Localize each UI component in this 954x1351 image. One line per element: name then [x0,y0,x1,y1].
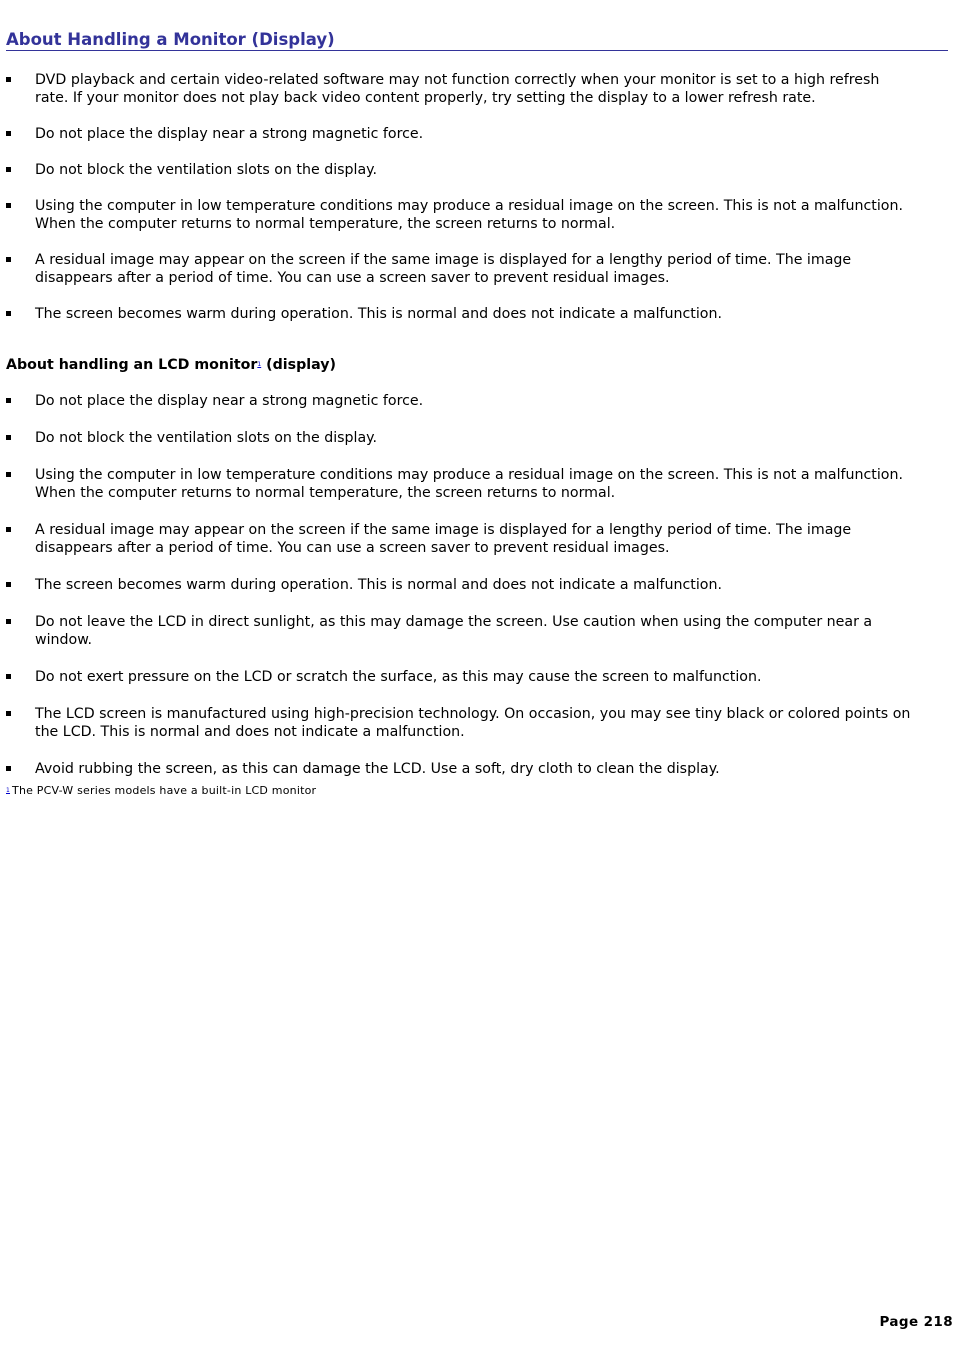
list-item-text: Do not block the ventilation slots on the display. [35,162,378,178]
list-item-text: A residual image may appear on the screen if the same image is displayed for a lengthy period of time. The image disappears after a period of time. You can use a screen saver to prevent residual images. [35,522,852,556]
list-item-text: Do not place the display near a strong magnetic force. [35,126,424,142]
square-bullet-icon [6,203,11,208]
square-bullet-icon [6,131,11,136]
square-bullet-icon [6,766,11,771]
square-bullet-icon [6,711,11,716]
page-title: About Handling a Monitor (Display) [6,0,948,51]
list-item-text: Do not leave the LCD in direct sunlight, as this may damage the screen. Use caution when using the computer near a window. [35,614,873,648]
square-bullet-icon [6,167,11,172]
square-bullet-icon [6,619,11,624]
square-bullet-icon [6,398,11,403]
square-bullet-icon [6,257,11,262]
square-bullet-icon [6,472,11,477]
list-item [6,392,916,410]
footnote-back-link[interactable]: 1 [6,787,11,794]
list-item [6,71,916,107]
square-bullet-icon [6,527,11,532]
lcd-handling-list [6,392,916,778]
square-bullet-icon [6,311,11,316]
list-item [6,161,916,179]
lcd-heading-text: About handling an LCD monitor [6,357,258,373]
list-item [6,760,916,778]
list-item [6,668,916,686]
list-item [6,251,916,287]
list-item-text: Using the computer in low temperature conditions may produce a residual image on the screen. This is not a malfunction. When the computer returns to normal temperature, the screen returns to normal. [35,198,903,232]
square-bullet-icon [6,582,11,587]
square-bullet-icon [6,435,11,440]
list-item-text: A residual image may appear on the screen if the same image is displayed for a lengthy period of time. The image disappears after a period of time. You can use a screen saver to prevent residual images. [35,252,852,286]
footnote-ref-link[interactable]: 1 [257,361,262,368]
list-item-text: Using the computer in low temperature conditions may produce a residual image on the screen. This is not a malfunction. When the computer returns to normal temperature, the screen returns to normal. [35,467,903,501]
list-item [6,429,916,447]
square-bullet-icon [6,77,11,82]
list-item-text: Do not block the ventilation slots on the display. [35,430,378,446]
square-bullet-icon [6,674,11,679]
list-item [6,705,916,741]
footnote-text: The PCV-W series models have a built-in LCD monitor [12,784,317,797]
list-item [6,613,916,649]
list-item-text: Do not exert pressure on the LCD or scratch the surface, as this may cause the screen to malfunction. [35,669,762,685]
list-item [6,576,916,594]
document-page [6,0,948,798]
monitor-handling-list [6,71,916,323]
list-item-text: The LCD screen is manufactured using high-precision technology. On occasion, you may see tiny black or colored points on the LCD. This is normal and does not indicate a malfunction. [35,706,911,740]
list-item-text: Do not place the display near a strong magnetic force. [35,393,424,409]
list-item [6,305,916,323]
list-item [6,197,916,233]
list-item-text: The screen becomes warm during operation. This is normal and does not indicate a malfunction. [35,306,722,322]
list-item-text: Avoid rubbing the screen, as this can damage the LCD. Use a soft, dry cloth to clean the display. [35,761,720,777]
lcd-section-heading [6,356,948,374]
footnote [6,784,948,798]
lcd-heading-suffix: (display) [261,357,336,373]
list-item-text: The screen becomes warm during operation. This is normal and does not indicate a malfunction. [35,577,722,593]
list-item [6,125,916,143]
list-item [6,521,916,557]
list-item-text: DVD playback and certain video-related software may not function correctly when your monitor is set to a high refresh rate. If your monitor does not play back video content properly, try setting the display to a lower refresh rate. [35,72,880,106]
list-item [6,466,916,502]
page-number: Page 218 [879,1314,953,1330]
